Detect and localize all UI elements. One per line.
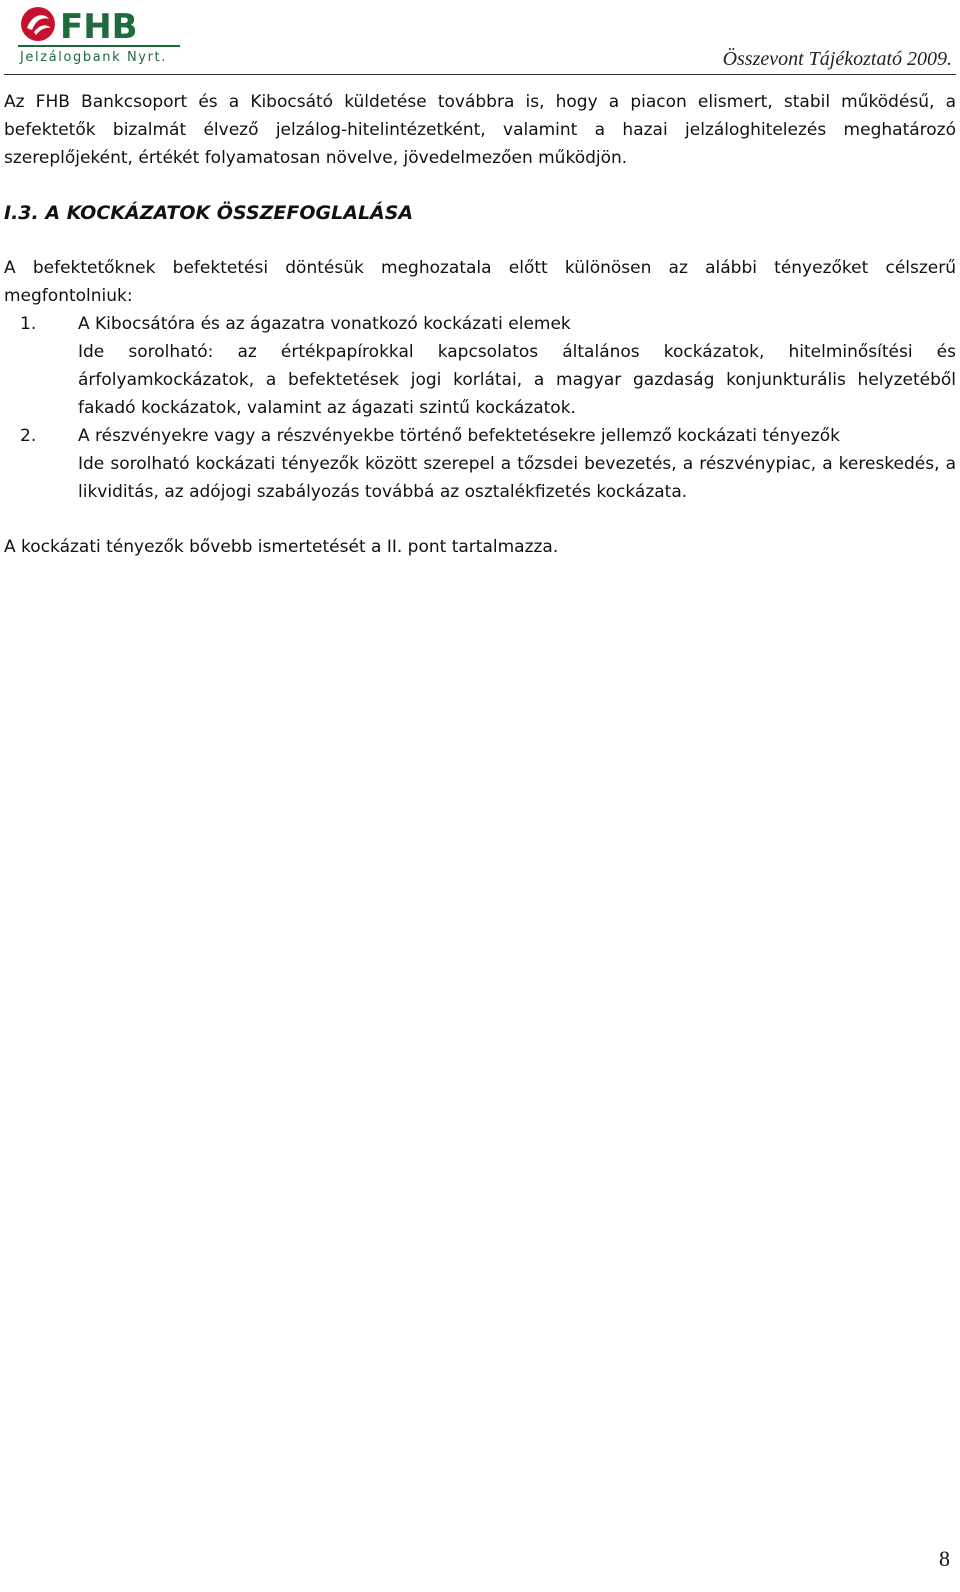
list-item	[4, 310, 956, 422]
page-header	[0, 0, 960, 80]
lead-paragraph: A befektetőknek befektetési döntésük meghozatala előtt különösen az alábbi tényezőket célszerű megfontolniuk:	[4, 258, 956, 306]
document-title: Összevont Tájékoztató 2009.	[722, 48, 952, 70]
list-item	[4, 422, 956, 506]
header-divider	[4, 74, 956, 75]
section-heading: I.3. A KOCKÁZATOK ÖSSZEFOGLALÁSA	[4, 202, 414, 224]
list-item-number: 1.	[20, 314, 37, 334]
list-item-text: Ide sorolható: az értékpapírokkal kapcsolatos általános kockázatok, hitelminősítési és árfolyamkockázatok, a befektetések jogi korlátai, a magyar gazdaság konjunkturális helyzetéből fakadó kockázatok, valamint az ágazati szintű kockázatok.	[78, 342, 956, 418]
risk-list	[4, 310, 956, 506]
logo-emblem-icon	[21, 7, 55, 41]
list-item-title: A részvényekre vagy a részvényekbe történő befektetésekre jellemző kockázati tényezők	[78, 426, 840, 446]
list-item-title: A Kibocsátóra és az ágazatra vonatkozó kockázati elemek	[78, 314, 571, 334]
closing-paragraph: A kockázati tényezők bővebb ismertetését a II. pont tartalmazza.	[4, 537, 559, 557]
page-number: 8	[939, 1546, 950, 1571]
list-item-number: 2.	[20, 426, 37, 446]
logo-subtext: Jelzálogbank Nyrt.	[20, 50, 167, 65]
page-content	[4, 88, 956, 561]
logo-wordmark: FHB	[60, 7, 138, 47]
list-item-text: Ide sorolható kockázati tényezők között szerepel a tőzsdei bevezetés, a részvénypiac, a kereskedés, a likviditás, az adójogi szabályozás továbbá az osztalékfizetés kockázata.	[78, 454, 956, 502]
fhb-logo	[14, 4, 184, 66]
intro-paragraph: Az FHB Bankcsoport és a Kibocsátó küldetése továbbra is, hogy a piacon elismert, stabil működésű, a befektetők bizalmát élvező jelzálog-hitelintézetként, valamint a hazai jelzáloghitelezés meghatározó szereplőjeként, értékét folyamatosan növelve, jövedelmezően működjön.	[4, 92, 956, 168]
